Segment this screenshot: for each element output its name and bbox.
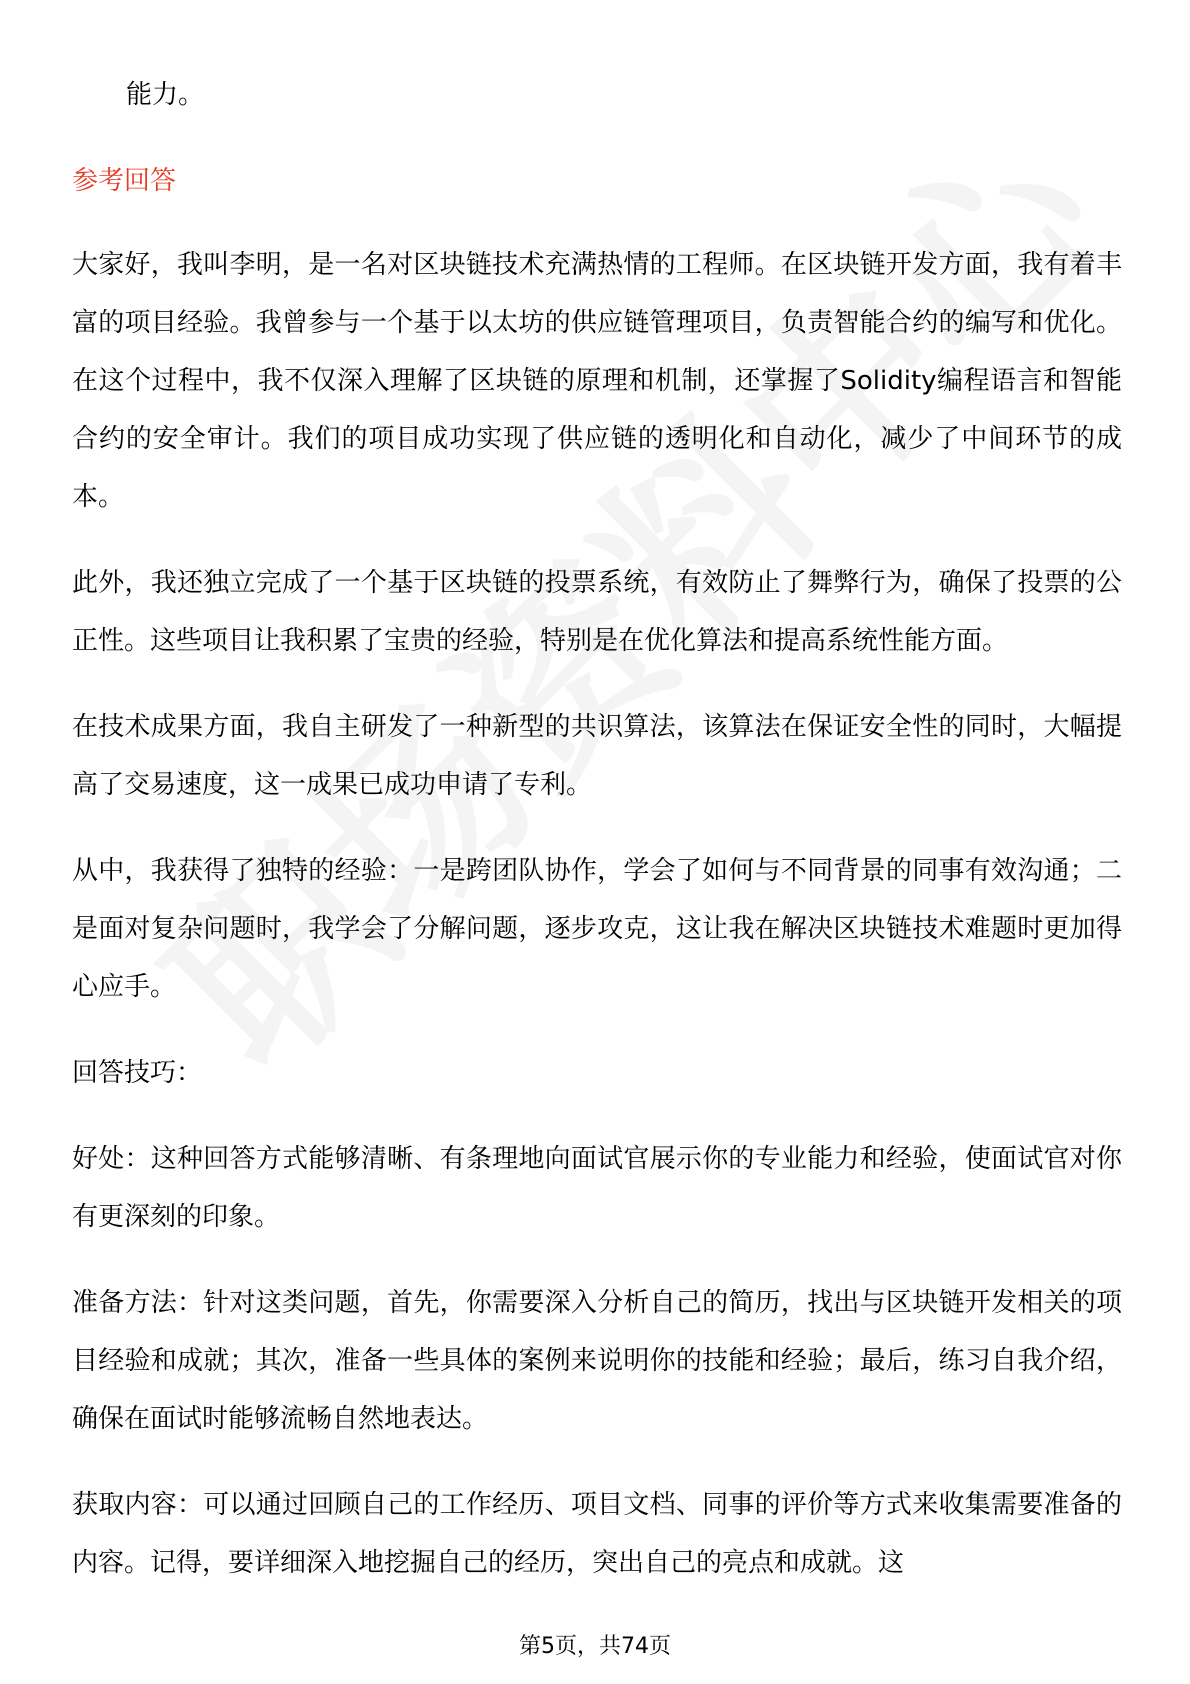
paragraph-tips-label: 回答技巧： — [72, 1058, 203, 1088]
page-number-footer: 第5页，共74页 — [519, 1634, 671, 1659]
document-body — [72, 66, 1122, 1620]
paragraph-achievements: 在技术成果方面，我自主研发了一种新型的共识算法，该算法在保证安全性的同时，大幅提高了交易速度，这一成果已成功申请了专利。 — [72, 712, 1122, 800]
paragraph-benefits: 好处：这种回答方式能够清晰、有条理地向面试官展示你的专业能力和经验，使面试官对你有更深刻的印象。 — [72, 1144, 1122, 1232]
paragraph-experience: 从中，我获得了独特的经验：一是跨团队协作，学会了如何与不同背景的同事有效沟通；二是面对复杂问题时，我学会了分解问题，逐步攻克，这让我在解决区块链技术难题时更加得心应手。 — [72, 856, 1122, 1002]
paragraph-gathering: 获取内容：可以通过回顾自己的工作经历、项目文档、同事的评价等方式来收集需要准备的内容。记得，要详细深入地挖掘自己的经历，突出自己的亮点和成就。这 — [72, 1490, 1122, 1578]
paragraph-intro: 大家好，我叫李明，是一名对区块链技术充满热情的工程师。在区块链开发方面，我有着丰富的项目经验。我曾参与一个基于以太坊的供应链管理项目，负责智能合约的编写和优化。在这个过程中，我不仅深入理解了区块链的原理和机制，还掌握了Solidity编程语言和智能合约的安全审计。我们的项目成功实现了供应链的透明化和自动化，减少了中间环节的成本。 — [72, 250, 1122, 512]
paragraph-preparation: 准备方法：针对这类问题，首先，你需要深入分析自己的简历，找出与区块链开发相关的项目经验和成就；其次，准备一些具体的案例来说明你的技能和经验；最后，练习自我介绍，确保在面试时能够流畅自然地表达。 — [72, 1288, 1122, 1434]
continuation-text: 能力。 — [126, 80, 205, 110]
section-title: 参考回答 — [72, 166, 177, 196]
paragraph-voting-system: 此外，我还独立完成了一个基于区块链的投票系统，有效防止了舞弊行为，确保了投票的公正性。这些项目让我积累了宝贵的经验，特别是在优化算法和提高系统性能方面。 — [72, 568, 1122, 656]
